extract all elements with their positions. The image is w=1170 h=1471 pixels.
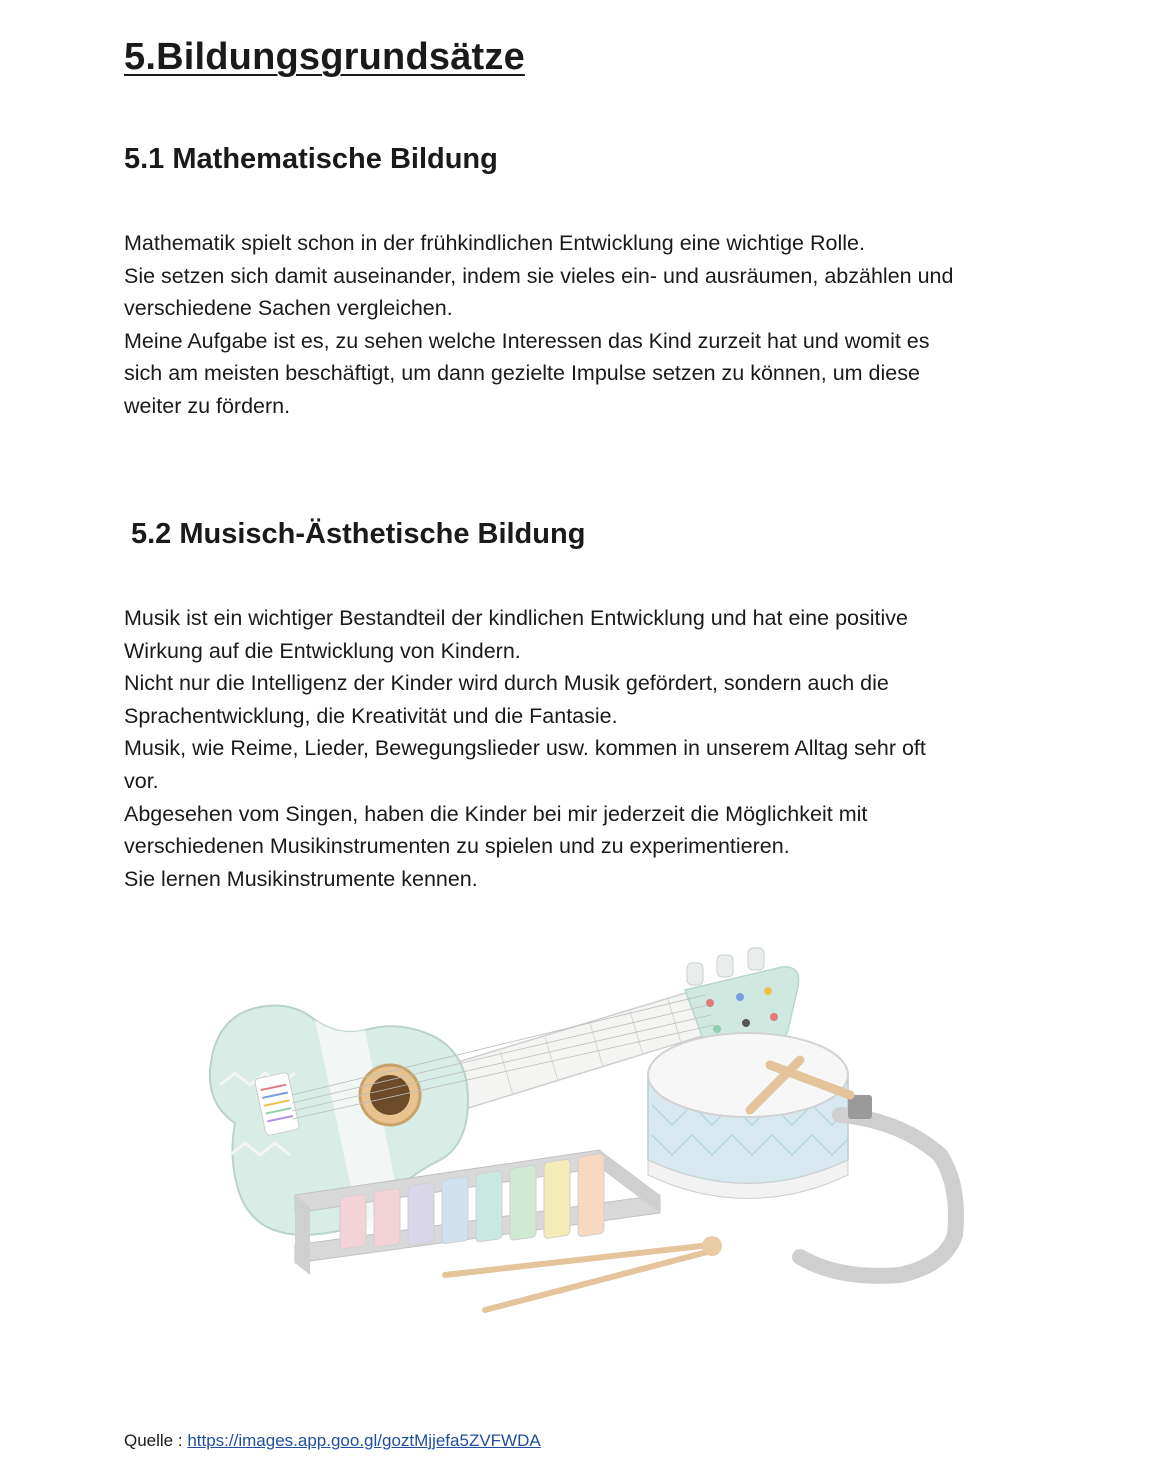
section-body-music: [124, 602, 1084, 895]
paragraph-line: Sprachentwicklung, die Kreativität und die Fantasie.: [124, 703, 618, 728]
source-link[interactable]: https://images.app.goo.gl/goztMjjefa5ZVFWDA: [187, 1431, 541, 1450]
paragraph-line: verschiedenen Musikinstrumenten zu spielen und zu experimentieren.: [124, 834, 790, 859]
paragraph-line: weiter zu fördern.: [124, 393, 291, 418]
section-heading-music: 5.2 Musisch-Ästhetische Bildung: [131, 518, 586, 550]
paragraph-line: Mathematik spielt schon in der frühkindlichen Entwicklung eine wichtige Rolle.: [124, 231, 865, 255]
paragraph-line: Meine Aufgabe ist es, zu sehen welche Interessen das Kind zurzeit hat und womit es: [124, 328, 930, 353]
paragraph-line: verschiedene Sachen vergleichen.: [124, 296, 453, 321]
paragraph-line: vor.: [124, 768, 159, 793]
paragraph-line: Musik ist ein wichtiger Bestandteil der kindlichen Entwicklung und hat eine positive: [124, 606, 908, 630]
paragraph-line: Sie setzen sich damit auseinander, indem sie vieles ein- und ausräumen, abzählen und: [124, 263, 954, 288]
paragraph-line: Wirkung auf die Entwicklung von Kindern.: [124, 638, 521, 663]
paragraph-line: Nicht nur die Intelligenz der Kinder wird durch Musik gefördert, sondern auch die: [124, 671, 889, 696]
drum-illustration: [648, 1033, 956, 1276]
source-citation: [124, 1431, 541, 1451]
paragraph-line: Musik, wie Reime, Lieder, Bewegungslieder usw. kommen in unserem Alltag sehr oft: [124, 736, 926, 761]
instruments-image: [200, 945, 1000, 1325]
section-heading-math: 5.1 Mathematische Bildung: [124, 143, 498, 175]
source-label: Quelle :: [124, 1431, 183, 1450]
paragraph-line: Sie lernen Musikinstrumente kennen.: [124, 866, 478, 891]
paragraph-line: sich am meisten beschäftigt, um dann gezielte Impulse setzen zu können, um diese: [124, 361, 920, 386]
page-title: 5.Bildungsgrundsätze: [124, 36, 525, 78]
paragraph-line: Abgesehen vom Singen, haben die Kinder bei mir jederzeit die Möglichkeit mit: [124, 801, 868, 826]
section-body-math: [124, 227, 1084, 423]
